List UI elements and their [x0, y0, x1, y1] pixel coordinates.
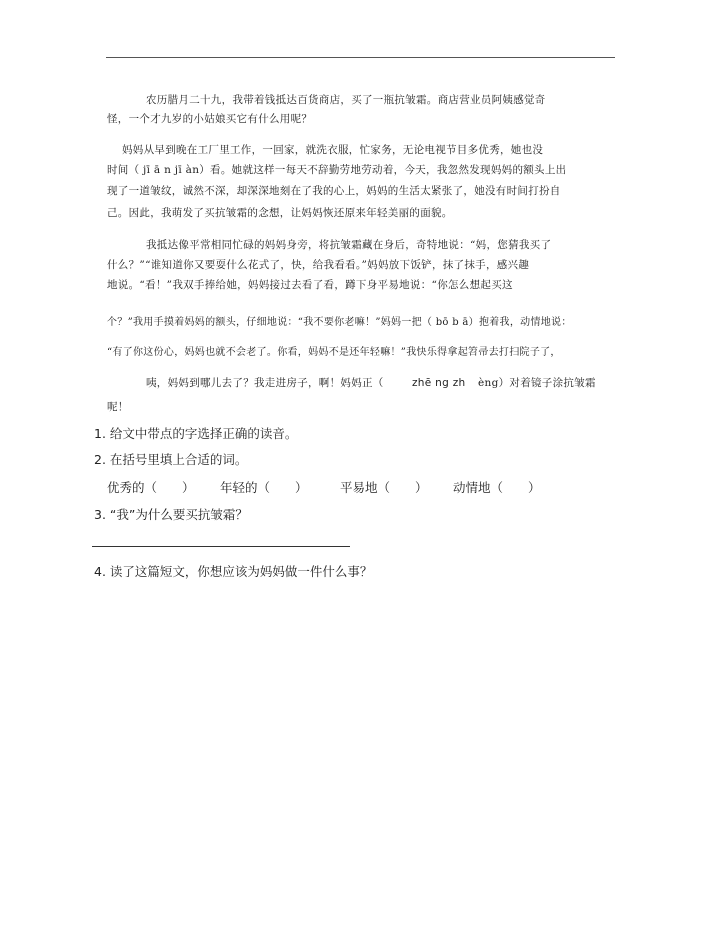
passage-p2-line2: 时间（ jī ā n jī àn）看。她就这样一每天不辞勤劳地劳动着，今天，我忽然发现妈妈的额头上出	[107, 164, 567, 176]
passage-p1-line1: 农历腊月二十九，我带着钱抵达百货商店，买了一瓶抗皱霜。商店营业员阿姨感觉奇	[146, 94, 546, 106]
passage-p2-line4: 己。因此，我萌发了买抗皱霜的念想，让妈妈恢还原来年轻美丽的面貌。	[107, 207, 453, 219]
blank-nianqing: 年轻的（ ）	[220, 480, 308, 495]
header-rule	[106, 57, 615, 58]
passage-p3-line4: 个？”我用手摸着妈妈的额头，仔细地说：“我不要你老嘛！”妈妈一把（ bō b ā）抱着我，动情地说：	[107, 317, 572, 328]
passage-p1-line2: 怪，一个才九岁的小姑娘买它有什么用呢？	[107, 113, 313, 125]
passage-p4-line2: 呢！	[107, 401, 129, 413]
passage-p2-line1: 妈妈从早到晚在工厂里工作，一回家，就洗衣服，忙家务，无论电视节目多优秀，她也没	[122, 144, 544, 156]
blank-dongqing: 动情地（ ）	[453, 480, 541, 495]
passage-p3-line2: 什么？”“谁知道你又要耍什么花式了，快，给我看看。”妈妈放下饭铲，抹了抹手，感兴趣	[107, 259, 530, 271]
answer-line-q3[interactable]	[92, 546, 350, 547]
question-2: 2. 在括号里填上合适的词。	[94, 452, 248, 467]
passage-p4-line1-text: 咦，妈妈到哪儿去了？我走进房子，啊！妈妈正（	[146, 377, 384, 389]
passage-p3-line3: 地说。“看！”我双手捧给她，妈妈接过去看了看，蹲下身平易地说：“你怎么想起买这	[107, 279, 513, 291]
question-1: 1. 给文中带点的字选择正确的读音。	[94, 426, 298, 441]
passage-p4-pinyin: zhē ng zh	[412, 377, 466, 389]
passage-p4-pinyin-cont: èng）对着镜子涂抗皱霜	[478, 377, 596, 389]
question-4: 4. 读了这篇短文，你想应该为妈妈做一件什么事？	[94, 564, 373, 579]
passage-p3-line1: 我抵达像平常相同忙碌的妈妈身旁，将抗皱霜藏在身后，奇特地说：“妈，您猜我买了	[146, 239, 552, 251]
blank-pingyi: 平易地（ ）	[340, 480, 428, 495]
blank-youxiu: 优秀的（ ）	[107, 480, 195, 495]
question-3: 3. “我”为什么要买抗皱霜？	[94, 507, 248, 522]
passage-p3-line5: “有了你这份心，妈妈也就不会老了。你看，妈妈不是还年轻嘛！”我快乐得拿起笤帚去打扫院子了，	[107, 347, 561, 358]
passage-p2-line3: 现了一道皱纹，诚然不深，却深深地刻在了我的心上，妈妈的生活太紧张了，她没有时间打扮自	[107, 185, 561, 197]
